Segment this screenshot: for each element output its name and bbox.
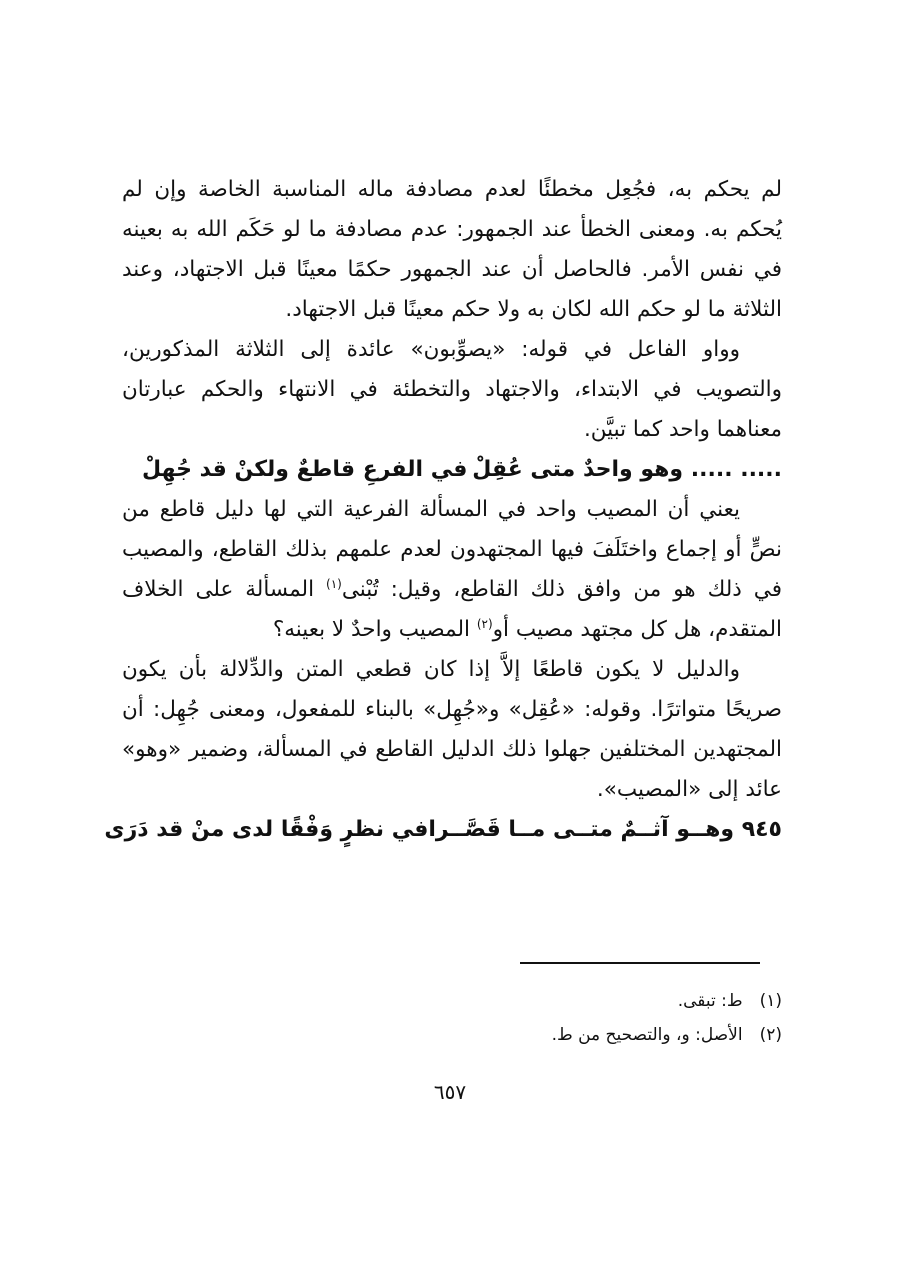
footnote-2-text: الأصل: و، والتصحيح من ط. (551, 1025, 743, 1045)
paragraph-subject-explanation: وواو الفاعل في قوله: «يصوِّبون» عائدة إلى الثلاثة المذكورين، والتصويب في الابتداء، والاجتهاد والتخطئة في الانتهاء والحكم عبارتان معناهما واحد كما تبيَّن. (122, 337, 782, 442)
paragraph-continuation: لم يحكم به، فجُعِل مخطئًا لعدم مصادفة ماله المناسبة الخاصة وإن لم يُحكم به. ومعنى الخطأ عند الجمهور: عدم مصادفة ما لو حَكَم الله به بعينه في نفس الأمر. فالحاصل أن عند الجمهور حكمًا معينًا قبل الاجتهاد، وعند الثلاثة ما لو حكم الله لكان به ولا حكم معينًا قبل الاجتهاد. (122, 177, 782, 322)
footnote-ref-2[interactable]: (٢) (476, 616, 493, 631)
verse-945-first-hemistich: ٩٤٥ وهــو آثــمٌ متــى مــا قَصَّــرا (428, 817, 782, 842)
footnote-ref-1[interactable]: (١) (326, 576, 342, 591)
footnote-1-number: (١) (759, 991, 782, 1011)
footnote-divider (520, 962, 760, 964)
verse-944-second-hemistich: في الفرعِ قاطعٌ ولكنْ قد جُهِلْ (142, 457, 468, 482)
footnote-1-text: ط: تبقى. (677, 991, 743, 1011)
footnotes (122, 984, 782, 1052)
commentary-text-part3: المصيب واحدٌ لا بعينه؟ (272, 617, 477, 642)
verse-945-second-hemistich: في نظرٍ وَفْقًا لدى منْ قد دَرَى (104, 817, 429, 842)
main-text (104, 170, 782, 850)
commentary-text-part2: المسألة على الخلاف المتقدم، هل كل مجتهد مصيب أو (122, 577, 782, 642)
verse-944-first-hemistich: ..... ..... وهو واحدٌ متى عُقِلْ (472, 457, 782, 482)
commentary-text-part1: يعني أن المصيب واحد في المسألة الفرعية التي لها دليل قاطع من نصٍّ أو إجماع واختَلَفَ فيها المجتهدون لعدم علمهم بذلك القاطع، والمصيب في ذلك هو من وافق ذلك القاطع، وقيل: تُبْنى (122, 497, 782, 602)
footnote-2-number: (٢) (759, 1025, 782, 1045)
page-number: ٦٥٧ (433, 1080, 467, 1104)
footnote-2 (122, 1018, 782, 1052)
paragraph-evidence: والدليل لا يكون قاطعًا إلاَّ إذا كان قطعي المتن والدِّلالة بأن يكون صريحًا متواترًا. وقوله: «عُقِل» و«جُهِل» بالبناء للمفعول، ومعنى جُهِل: أن المجتهدين المختلفين جهلوا ذلك الدليل القاطع في المسألة، وضمير «وهو» عائد إلى «المصيب». (122, 657, 782, 802)
footnote-1 (122, 984, 782, 1018)
verse-944 (142, 450, 782, 490)
verse-945 (104, 810, 782, 850)
paragraph-commentary (122, 490, 782, 650)
